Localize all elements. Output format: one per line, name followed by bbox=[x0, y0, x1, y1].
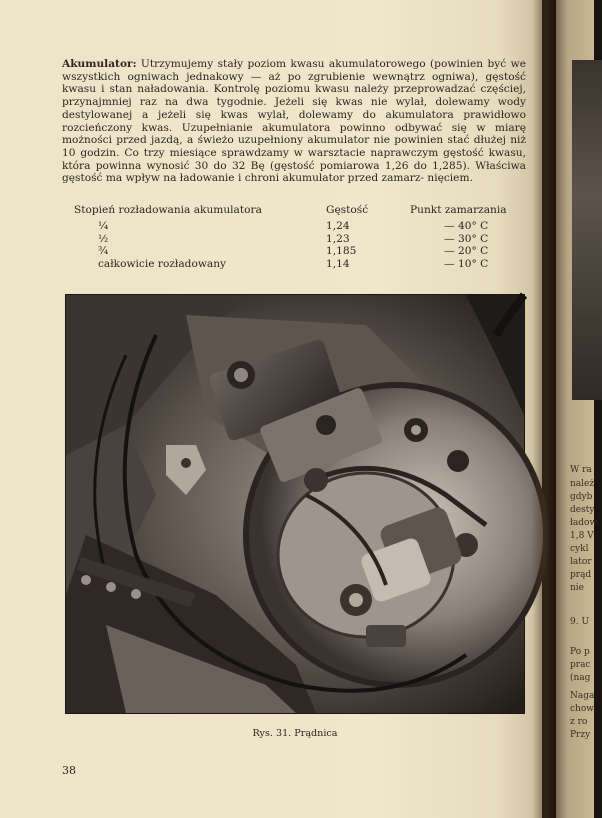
cell-freeze: — 10° C bbox=[444, 257, 489, 270]
cell-freeze: — 40° C bbox=[444, 220, 489, 232]
table-row bbox=[74, 220, 524, 233]
cell-freeze: — 20° C bbox=[444, 245, 489, 258]
next-page-text: gdyb bbox=[570, 492, 593, 502]
generator-illustration bbox=[66, 295, 524, 713]
next-page-photo bbox=[572, 60, 602, 400]
paragraph-line: Właściwa gęstość ma wpływ na ładowanie i chroni akumulator przed zamarz- bbox=[62, 159, 526, 185]
page-number: 38 bbox=[62, 764, 76, 777]
paragraph-line: wody destylowanej a jeżeli się kwas wylał, dolewamy do akumulatora prawidłowo bbox=[62, 96, 526, 121]
header-discharge-stage: Stopień rozładowania akumulatora bbox=[74, 204, 262, 216]
cell-stage: ½ bbox=[98, 232, 109, 245]
cell-stage: ¼ bbox=[98, 220, 109, 232]
generator-photo bbox=[65, 294, 525, 714]
next-page-text: (nag bbox=[570, 673, 591, 683]
paragraph-line: niż 10 godzin. Co trzy miesiące sprawdzamy w warsztacie naprawczym gęstość bbox=[62, 134, 526, 159]
cell-density: 1,185 bbox=[326, 245, 357, 258]
figure-caption: Rys. 31. Prądnica bbox=[252, 728, 338, 739]
next-page-text: desty bbox=[570, 505, 595, 515]
next-page-text: należ bbox=[570, 479, 595, 489]
next-page-text: chow bbox=[570, 704, 594, 714]
paragraph-line: we wszystkich ogniwach jednakowy — aż po zgrubienie wewnątrz ogniwa), bbox=[62, 58, 526, 83]
discharge-table bbox=[74, 204, 524, 270]
next-page-text: Naga bbox=[570, 691, 595, 701]
cell-density: 1,23 bbox=[326, 232, 350, 245]
paragraph-line: Utrzymujemy stały poziom kwasu akumulatorowego (powinien być bbox=[136, 58, 507, 70]
next-page-text: prąd bbox=[570, 570, 592, 580]
cell-stage: ¾ bbox=[98, 245, 109, 258]
cell-stage: całkowicie rozładowany bbox=[98, 257, 227, 270]
cell-density: 1,24 bbox=[326, 220, 350, 232]
paragraph-line: rozcieńczony kwas. Uzupełnianie akumulatora powinno odbywać się w miarę bbox=[62, 121, 526, 134]
header-freezing-point: Punkt zamarzania bbox=[410, 204, 507, 216]
table-row bbox=[74, 233, 524, 246]
next-page-text: nie bbox=[570, 583, 585, 593]
paragraph-line: kwasu, która powinna wynosić 30 do 32 Bę (gęstość pomiarowa 1,26 do 1,285). bbox=[62, 146, 526, 172]
table-header-row bbox=[74, 204, 524, 220]
next-page-text: Po p bbox=[570, 647, 590, 657]
paragraph-line: częściej, przynajmniej raz na dwa tygodnie. Jeżeli się kwas nie wylał, dolewamy bbox=[62, 83, 527, 109]
cell-freeze: — 30° C bbox=[444, 232, 489, 245]
next-page-text: 1,8 V bbox=[570, 531, 594, 541]
next-page-text: W ra bbox=[570, 465, 592, 475]
header-density: Gęstość bbox=[326, 204, 369, 216]
table-row bbox=[74, 258, 524, 271]
next-page-text: ładow bbox=[570, 518, 598, 528]
next-page-text: lator bbox=[570, 557, 592, 567]
next-page-text: 9. U bbox=[570, 617, 590, 627]
paragraph-heading: Akumulator: bbox=[62, 58, 137, 70]
table-row bbox=[74, 245, 524, 258]
cell-density: 1,14 bbox=[326, 257, 350, 270]
next-page-text: prac bbox=[570, 660, 591, 670]
paragraph-line: możności przed jazdą, a świeżo uzupełniony akumulator nie powinien stać dłużej bbox=[62, 134, 506, 147]
book-gutter bbox=[532, 0, 556, 818]
next-page-text: Przy bbox=[570, 730, 591, 740]
next-page-text: cykl bbox=[570, 544, 589, 554]
next-page-text: z ro bbox=[570, 717, 588, 727]
paragraph-line: gęstość kwasu i stan naładowania. Kontrolę poziomu kwasu należy przeprowadzać bbox=[62, 70, 526, 96]
paragraph-line: nięciem. bbox=[427, 172, 473, 185]
next-page-edge bbox=[556, 0, 598, 818]
battery-paragraph bbox=[62, 58, 526, 185]
